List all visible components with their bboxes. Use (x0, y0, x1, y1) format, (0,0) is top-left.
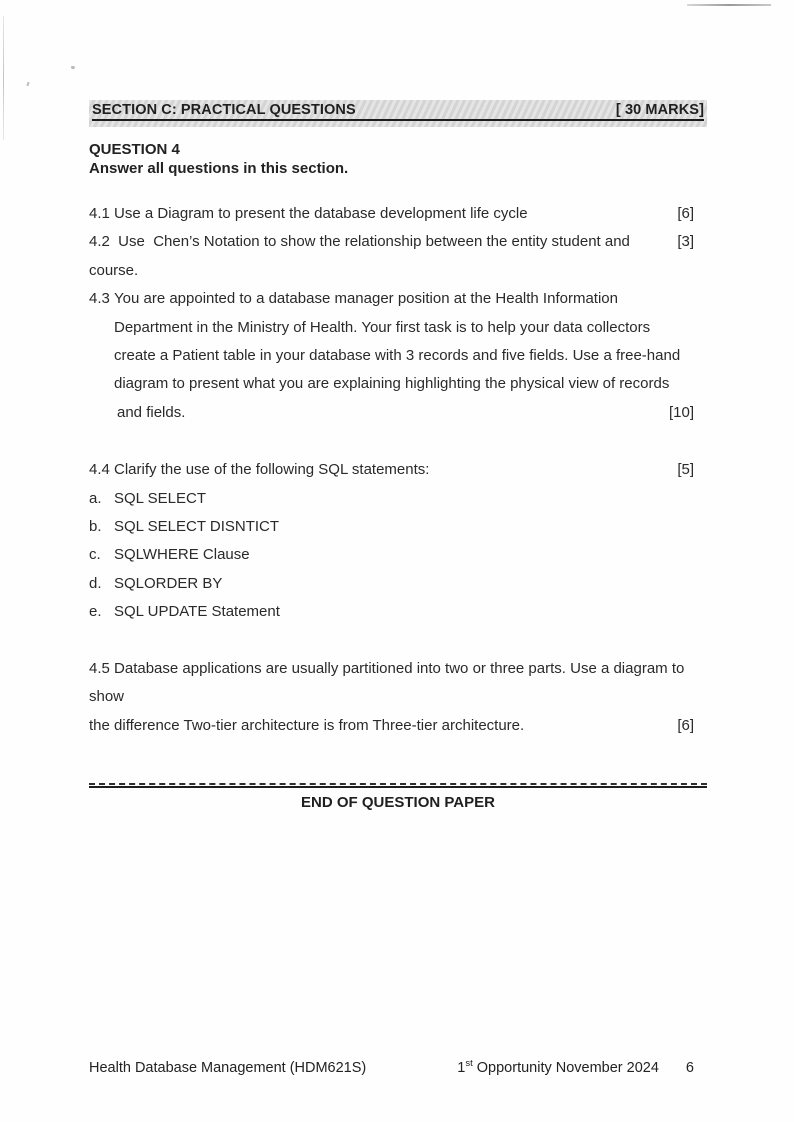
end-of-paper-note: END OF QUESTION PAPER (301, 793, 495, 811)
question-4-4 (89, 456, 707, 626)
option-d-text: SQLORDER BY (114, 574, 223, 592)
question-4-3-number: 4.3 (89, 290, 110, 308)
option-a-text: SQL SELECT (114, 489, 206, 507)
option-e (89, 598, 707, 626)
footer-opportunity (457, 1060, 659, 1076)
page-footer (89, 1060, 707, 1076)
option-c (89, 541, 707, 569)
question-4-1 (89, 200, 707, 228)
question-4-3-line-2: Department in the Ministry of Health. Your first task is to help your data collectors (114, 318, 651, 336)
option-c-label: c. (89, 546, 101, 564)
footer-opportunity-ordinal: st (465, 1058, 473, 1070)
section-title: SECTION C: PRACTICAL QUESTIONS (92, 102, 356, 118)
footer-opportunity-number: 1 (457, 1060, 466, 1076)
question-4-5-line-1: 4.5 Database applications are usually partitioned into two or three parts. Use a diagram to show (89, 659, 689, 706)
question-4-1-marks: [6] (677, 205, 694, 222)
footer-course-title: Health Database Management (HDM621S) (89, 1060, 367, 1076)
question-4-3-line-4: diagram to present what you are explaining highlighting the physical view of records (114, 375, 670, 393)
footer-page-number: 6 (685, 1060, 694, 1076)
option-b-label: b. (89, 518, 102, 536)
question-4-3 (89, 285, 707, 427)
option-c-text: SQLWHERE Clause (114, 546, 250, 564)
section-marks: [ 30 MARKS] (615, 102, 704, 118)
option-a-label: a. (89, 489, 102, 507)
end-divider (89, 783, 707, 788)
question-4-5-line-2 (89, 712, 707, 740)
option-d-label: d. (89, 574, 102, 592)
scan-artifact-speck (71, 66, 75, 69)
question-4-3-body (114, 285, 707, 427)
option-e-text: SQL UPDATE Statement (114, 603, 280, 621)
question-4-2-marks: [3] (677, 233, 694, 251)
question-4-3-line-3: create a Patient table in your database with 3 records and five fields. Use a free-hand (114, 347, 681, 365)
scan-artifact-left-line (3, 16, 4, 140)
section-header-row (92, 102, 704, 121)
question-heading: QUESTION 4 (89, 141, 180, 158)
question-4-5-marks: [6] (677, 716, 694, 734)
footer-opportunity-text: Opportunity November 2024 (472, 1060, 659, 1076)
question-4-3-line-1: You are appointed to a database manager position at the Health Information (114, 290, 618, 308)
question-4-2-text: 4.2 Use Chen’s Notation to show the relationship between the entity student and course. (89, 233, 635, 279)
option-a (89, 485, 707, 513)
option-d (89, 570, 707, 598)
question-4-5 (89, 655, 707, 740)
question-4-3-line-5 (114, 399, 707, 427)
question-4-4-marks: [5] (677, 461, 694, 479)
question-4-4-text: 4.4 Clarify the use of the following SQL statements: (89, 461, 430, 479)
question-4-3-marks: [10] (668, 403, 694, 421)
section-header-bar (89, 100, 707, 127)
scan-artifact-top-line (687, 4, 771, 6)
page-content (89, 100, 707, 811)
option-b-text: SQL SELECT DISNTICT (114, 518, 280, 536)
question-instruction: Answer all questions in this section. (89, 160, 349, 177)
footer-right-group (457, 1060, 707, 1076)
end-divider-solid-line (89, 786, 707, 788)
question-4-5-text: the difference Two-tier architecture is from Three-tier architecture. (89, 716, 525, 734)
question-4-2 (89, 228, 707, 285)
question-4-4-stem (89, 456, 707, 484)
question-4-1-text: 4.1 Use a Diagram to present the database development life cycle (89, 205, 528, 222)
option-b (89, 513, 707, 541)
option-e-label: e. (89, 603, 102, 621)
scan-artifact-speck (26, 82, 29, 86)
question-4-3-last-text: and fields. (117, 403, 186, 421)
